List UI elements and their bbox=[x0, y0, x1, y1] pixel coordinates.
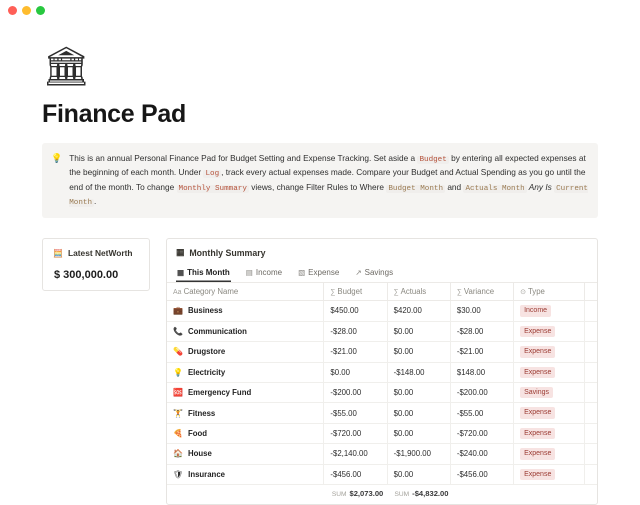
total-budget-value: $2,073.00 bbox=[349, 489, 384, 499]
cell-budget[interactable]: -$2,140.00 bbox=[324, 444, 387, 464]
callout-line1-c: , bbox=[221, 167, 224, 178]
row-emoji-icon: 📞 bbox=[173, 326, 183, 336]
cell-type[interactable] bbox=[514, 301, 585, 321]
cell-blank[interactable] bbox=[584, 301, 597, 321]
table-icon: ▦ bbox=[177, 268, 185, 278]
callout-line1-a: This is an annual Personal Finance Pad for Budget Setting and Expense Tracking. Set aside a bbox=[69, 153, 418, 163]
close-window-button[interactable] bbox=[8, 6, 17, 15]
cell-type[interactable] bbox=[514, 382, 585, 402]
table-row[interactable] bbox=[167, 321, 597, 341]
table-icon: ▧ bbox=[298, 268, 306, 278]
cell-variance[interactable]: -$55.00 bbox=[450, 403, 513, 423]
table-body bbox=[167, 301, 597, 485]
cell-category[interactable] bbox=[167, 382, 324, 402]
cell-actuals[interactable]: $0.00 bbox=[387, 423, 450, 443]
callout-line3-b: and bbox=[445, 181, 464, 192]
networth-value: $ 300,000.00 bbox=[54, 269, 119, 282]
column-header-category-name-label: Category Name bbox=[183, 287, 239, 297]
row-emoji-icon: 🆘 bbox=[173, 388, 183, 398]
cell-category[interactable] bbox=[167, 464, 324, 484]
cell-category[interactable] bbox=[167, 403, 324, 423]
cell-variance[interactable]: -$456.00 bbox=[450, 464, 513, 484]
row-emoji-icon: 🛡 bbox=[173, 469, 184, 479]
cell-budget[interactable]: -$720.00 bbox=[324, 423, 387, 443]
page-title: Finance Pad bbox=[42, 100, 186, 128]
cell-type[interactable] bbox=[514, 321, 585, 341]
zoom-window-button[interactable] bbox=[36, 6, 45, 15]
total-actuals-label: SUM bbox=[394, 491, 410, 499]
cell-blank[interactable] bbox=[584, 382, 597, 402]
total-actuals-value: -$4,832.00 bbox=[412, 489, 449, 499]
column-header-blank[interactable] bbox=[584, 283, 597, 301]
row-emoji-icon: 💊 bbox=[173, 347, 183, 357]
status-badge: Expense bbox=[520, 346, 555, 357]
cell-variance[interactable]: -$720.00 bbox=[450, 423, 513, 443]
code-monthly-summary: Monthly Summary bbox=[178, 184, 247, 193]
row-name: Fitness bbox=[187, 408, 216, 418]
row-emoji-icon: 💼 bbox=[173, 306, 183, 316]
cell-budget[interactable]: $450.00 bbox=[324, 301, 387, 321]
status-badge: Expense bbox=[520, 448, 555, 459]
cell-category[interactable] bbox=[167, 362, 324, 382]
row-name: Emergency Fund bbox=[187, 388, 252, 398]
info-callout bbox=[42, 143, 598, 218]
cell-budget[interactable]: -$200.00 bbox=[324, 382, 387, 402]
bank-icon: 🏛 bbox=[42, 46, 91, 88]
cell-budget[interactable]: -$55.00 bbox=[324, 403, 387, 423]
networth-card-title: Latest NetWorth bbox=[67, 248, 133, 259]
callout-line3-d: Any Is bbox=[526, 181, 555, 192]
row-name: Communication bbox=[187, 326, 247, 336]
table-row[interactable] bbox=[167, 444, 597, 464]
tab-this-month[interactable] bbox=[176, 264, 231, 282]
cell-actuals[interactable]: $0.00 bbox=[387, 464, 450, 484]
grid-icon: ▦ bbox=[176, 247, 185, 258]
status-badge: Expense bbox=[520, 367, 555, 378]
row-emoji-icon: 🏠 bbox=[173, 449, 183, 459]
table-row[interactable] bbox=[167, 301, 597, 321]
cell-category[interactable] bbox=[167, 423, 324, 443]
table-totals-row bbox=[167, 485, 597, 504]
tab-expense-label: Expense bbox=[308, 268, 340, 278]
tab-income[interactable] bbox=[245, 264, 283, 282]
row-emoji-icon: 🍕 bbox=[173, 429, 183, 439]
status-badge: Income bbox=[520, 305, 551, 316]
cell-blank[interactable] bbox=[584, 423, 597, 443]
window-titlebar bbox=[0, 0, 640, 20]
row-name: Drugstore bbox=[187, 347, 226, 357]
cell-actuals[interactable]: $420.00 bbox=[387, 301, 450, 321]
cell-budget[interactable]: -$456.00 bbox=[324, 464, 387, 484]
table-row[interactable] bbox=[167, 342, 597, 362]
table-row[interactable] bbox=[167, 423, 597, 443]
column-header-actuals-label: Actuals bbox=[400, 287, 427, 297]
cell-type[interactable] bbox=[514, 464, 585, 484]
chart-icon: ↗ bbox=[355, 268, 362, 278]
cell-variance[interactable]: -$21.00 bbox=[450, 342, 513, 362]
summary-table bbox=[167, 283, 597, 485]
select-icon: ⊙ bbox=[520, 289, 526, 297]
cell-blank[interactable] bbox=[584, 321, 597, 341]
table-row[interactable] bbox=[167, 382, 597, 402]
networth-card[interactable] bbox=[42, 238, 150, 291]
total-actuals[interactable] bbox=[395, 489, 458, 498]
cell-budget[interactable]: $0.00 bbox=[324, 362, 387, 382]
cell-type[interactable] bbox=[514, 342, 585, 362]
column-header-actuals[interactable] bbox=[387, 283, 450, 301]
monthly-summary-title: Monthly Summary bbox=[189, 247, 266, 258]
cell-blank[interactable] bbox=[584, 464, 597, 484]
cell-type[interactable] bbox=[514, 362, 585, 382]
minimize-window-button[interactable] bbox=[22, 6, 31, 15]
cell-actuals[interactable]: -$1,900.00 bbox=[387, 444, 450, 464]
row-name: Electricity bbox=[187, 367, 226, 377]
table-row[interactable] bbox=[167, 403, 597, 423]
content-columns bbox=[42, 238, 598, 505]
cell-category[interactable] bbox=[167, 342, 324, 362]
cell-budget[interactable]: -$21.00 bbox=[324, 342, 387, 362]
code-budget-month: Budget Month bbox=[388, 184, 444, 193]
status-badge: Expense bbox=[520, 428, 555, 439]
table-row[interactable] bbox=[167, 464, 597, 484]
status-badge: Expense bbox=[520, 326, 555, 337]
cell-type[interactable] bbox=[514, 403, 585, 423]
text-type-icon: Aa bbox=[173, 289, 182, 297]
cell-variance[interactable]: $148.00 bbox=[450, 362, 513, 382]
callout-line2-b: views, change Filter Rules to Where bbox=[248, 181, 385, 192]
row-name: Insurance bbox=[188, 469, 225, 479]
column-header-variance[interactable] bbox=[450, 283, 513, 301]
left-column bbox=[42, 238, 150, 505]
row-name: Business bbox=[187, 306, 223, 316]
code-log: Log bbox=[205, 170, 220, 179]
status-badge: Expense bbox=[520, 407, 555, 418]
row-name: House bbox=[187, 449, 212, 459]
cell-category[interactable] bbox=[167, 301, 324, 321]
cell-blank[interactable] bbox=[584, 362, 597, 382]
cell-category[interactable] bbox=[167, 444, 324, 464]
tab-expense[interactable] bbox=[297, 264, 340, 282]
callout-line1-b: by entering all expected expenses at the beginning of each month. Under bbox=[69, 153, 586, 178]
tab-income-label: Income bbox=[255, 268, 283, 278]
cell-blank[interactable] bbox=[584, 444, 597, 464]
right-column bbox=[166, 238, 598, 505]
cell-blank[interactable] bbox=[584, 342, 597, 362]
total-budget-label: SUM bbox=[331, 491, 347, 499]
column-header-budget[interactable] bbox=[324, 283, 387, 301]
cell-type[interactable] bbox=[514, 423, 585, 443]
cell-actuals[interactable]: $0.00 bbox=[387, 403, 450, 423]
cell-blank[interactable] bbox=[584, 403, 597, 423]
cell-actuals[interactable]: $0.00 bbox=[387, 321, 450, 341]
column-header-variance-label: Variance bbox=[463, 287, 495, 297]
sum-icon: ∑ bbox=[456, 289, 462, 297]
cell-variance[interactable]: -$200.00 bbox=[450, 382, 513, 402]
total-budget[interactable] bbox=[332, 489, 395, 498]
sum-icon: ∑ bbox=[330, 289, 336, 297]
code-actuals-month: Actuals Month bbox=[465, 184, 525, 193]
table-icon: ▤ bbox=[245, 268, 253, 278]
status-badge: Expense bbox=[520, 469, 555, 480]
calculator-icon: 🧮 bbox=[53, 248, 63, 258]
monthly-summary-header bbox=[167, 239, 597, 264]
callout-line3-f: . bbox=[94, 195, 97, 206]
column-header-type-label: Type bbox=[527, 287, 545, 297]
networth-card-header bbox=[53, 248, 139, 258]
callout-line2-a: track every actual expenses made. Compare your Budget and Actual Spending as you go until the end of the month. To change bbox=[69, 167, 586, 192]
status-badge: Savings bbox=[520, 387, 553, 398]
cell-type[interactable] bbox=[514, 444, 585, 464]
row-name: Food bbox=[187, 429, 208, 439]
code-current-month: Current Month bbox=[69, 184, 588, 207]
table-header-row bbox=[167, 283, 597, 301]
column-header-category-name[interactable] bbox=[167, 283, 324, 301]
code-budget: Budget bbox=[419, 156, 447, 164]
tab-savings-label: Savings bbox=[364, 268, 394, 278]
cell-budget[interactable]: -$28.00 bbox=[324, 321, 387, 341]
view-tabs bbox=[167, 264, 597, 283]
monthly-summary-panel bbox=[166, 238, 598, 505]
tab-savings[interactable] bbox=[354, 264, 394, 282]
table-row[interactable] bbox=[167, 362, 597, 382]
cell-variance[interactable]: $30.00 bbox=[450, 301, 513, 321]
cell-variance[interactable]: -$28.00 bbox=[450, 321, 513, 341]
row-emoji-icon: 🏋 bbox=[173, 408, 183, 418]
cell-variance[interactable]: -$240.00 bbox=[450, 444, 513, 464]
page-content bbox=[0, 48, 640, 505]
column-header-type[interactable] bbox=[514, 283, 585, 301]
row-emoji-icon: 💡 bbox=[173, 367, 183, 377]
tab-this-month-label: This Month bbox=[187, 268, 230, 278]
cell-actuals[interactable]: -$148.00 bbox=[387, 362, 450, 382]
callout-text bbox=[69, 152, 588, 209]
cell-category[interactable] bbox=[167, 321, 324, 341]
column-header-budget-label: Budget bbox=[337, 287, 363, 297]
sum-icon: ∑ bbox=[393, 289, 399, 297]
cell-actuals[interactable]: $0.00 bbox=[387, 382, 450, 402]
lightbulb-icon: 💡 bbox=[51, 153, 63, 163]
cell-actuals[interactable]: $0.00 bbox=[387, 342, 450, 362]
